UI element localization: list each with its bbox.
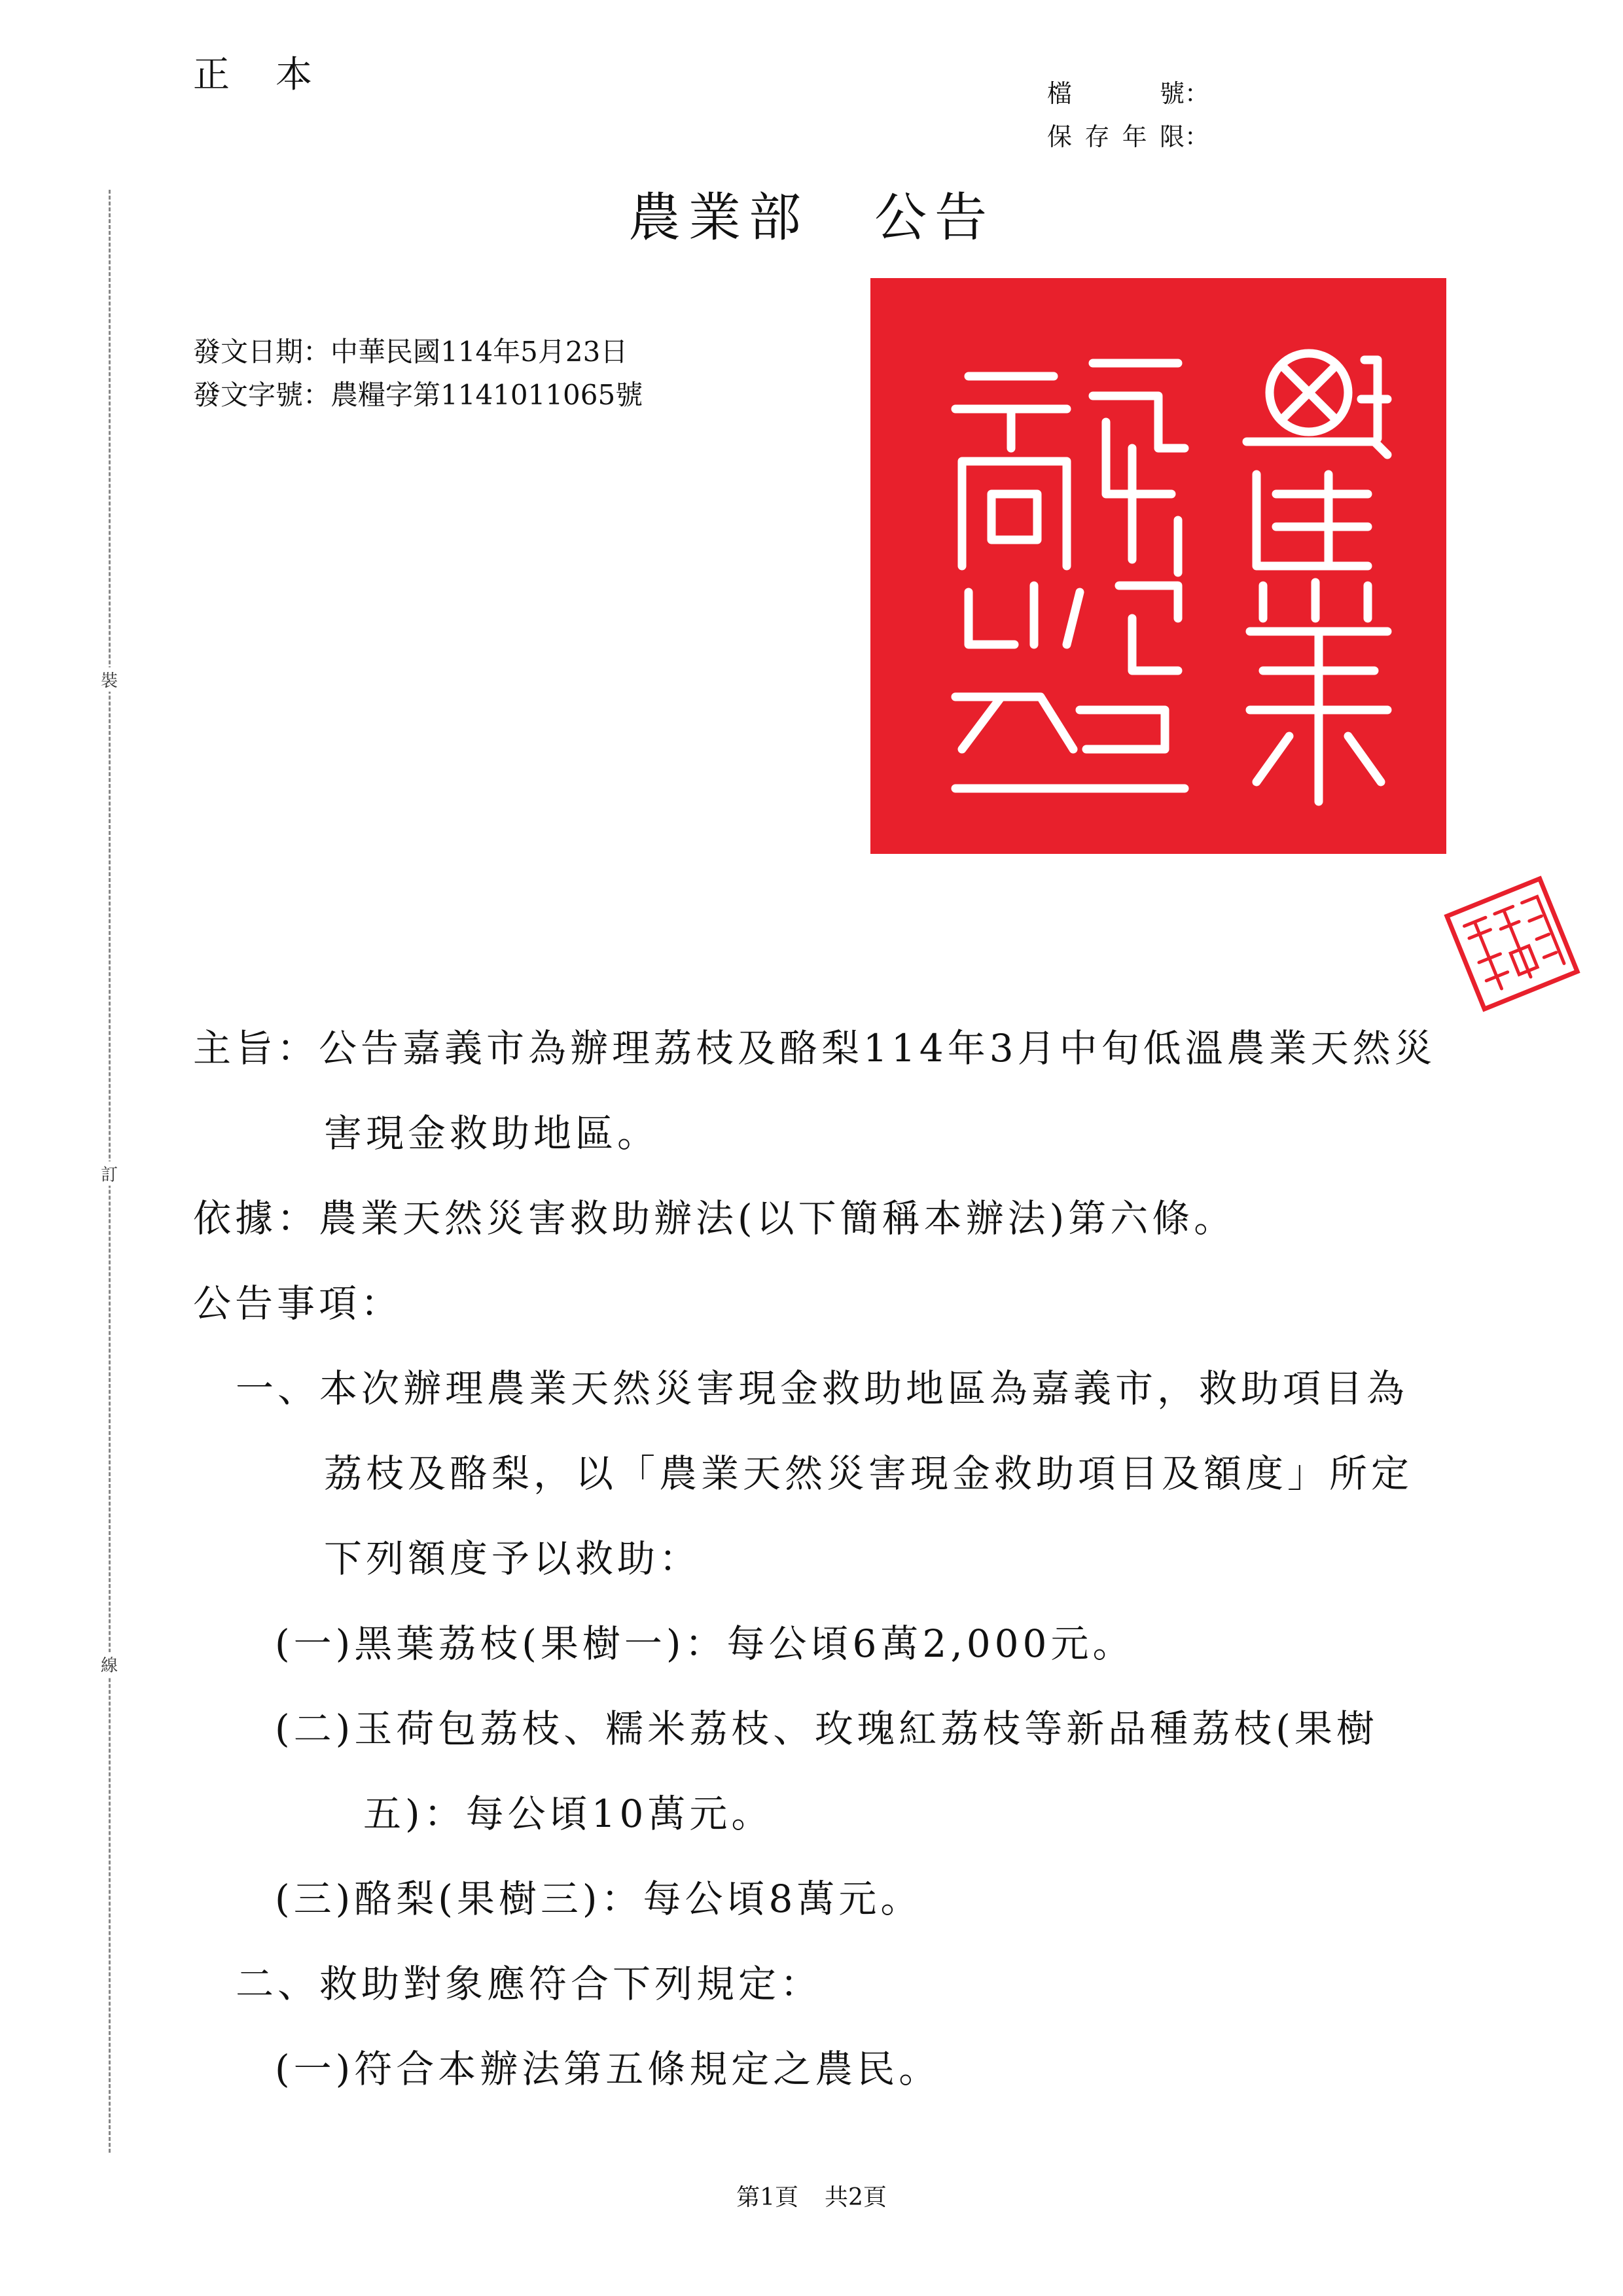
- sub-item-1: (一)黑葉荔枝(果樹一)：每公頃6萬2,000元。: [275, 1621, 1135, 1666]
- item-1-line-1: 一、本次辦理農業天然災害現金救助地區為嘉義市，救助項目為: [236, 1366, 1409, 1411]
- binding-mark-ding: 訂: [98, 1161, 120, 1186]
- official-seal-small: [1442, 874, 1582, 1014]
- retention-period-label: 保存年限: [1047, 122, 1185, 151]
- file-number-label: 檔號: [1047, 79, 1185, 108]
- page-number: 第1頁: [736, 2184, 798, 2211]
- original-copy-mark: 正本: [193, 54, 358, 96]
- seal-glyphs-picture: [870, 278, 1446, 854]
- sub-item-3: (三)酪梨(果樹三)：每公頃8萬元。: [275, 1877, 923, 1921]
- item-1-line-2: 荔枝及酪梨，以「農業天然災害現金救助項目及額度」所定: [324, 1451, 1414, 1496]
- official-seal-large: [870, 278, 1446, 854]
- agency-name: 農業部: [628, 187, 809, 248]
- binding-mark-xian: 線: [98, 1652, 120, 1676]
- item-2: 二、救助對象應符合下列規定：: [236, 1962, 823, 2006]
- file-number-colon: ：: [1185, 79, 1210, 108]
- items-heading: 公告事項：: [193, 1281, 403, 1326]
- subject-line-1: 主旨：公告嘉義市為辦理荔枝及酪梨114年3月中旬低溫農業天然災: [193, 1026, 1436, 1070]
- binding-mark-zhuang: 裝: [98, 667, 120, 692]
- issue-number: 發文字號：農糧字第1141011065號: [193, 379, 643, 411]
- item-2-sub-1: (一)符合本辦法第五條規定之農民。: [275, 2047, 941, 2091]
- subject-line-2: 害現金救助地區。: [324, 1111, 660, 1156]
- legal-basis: 依據：農業天然災害救助辦法(以下簡稱本辦法)第六條。: [193, 1196, 1236, 1241]
- page-footer: [0, 2179, 1623, 2212]
- sub-item-2-line-2: 五)：每公頃10萬元。: [363, 1792, 774, 1836]
- item-1-line-3: 下列額度予以救助：: [324, 1536, 702, 1581]
- document-type: 公告: [874, 187, 995, 248]
- small-seal-picture: [1442, 874, 1582, 1014]
- page-total: 共2頁: [825, 2184, 887, 2211]
- issue-date: 發文日期：中華民國114年5月23日: [193, 336, 628, 368]
- sub-item-2-line-1: (二)玉荷包荔枝、糯米荔枝、玫瑰紅荔枝等新品種荔枝(果樹: [275, 1706, 1378, 1751]
- file-info-block: [1047, 72, 1209, 158]
- issue-meta: [193, 330, 643, 417]
- document-title: [0, 175, 1623, 251]
- retention-period-colon: ：: [1185, 122, 1210, 151]
